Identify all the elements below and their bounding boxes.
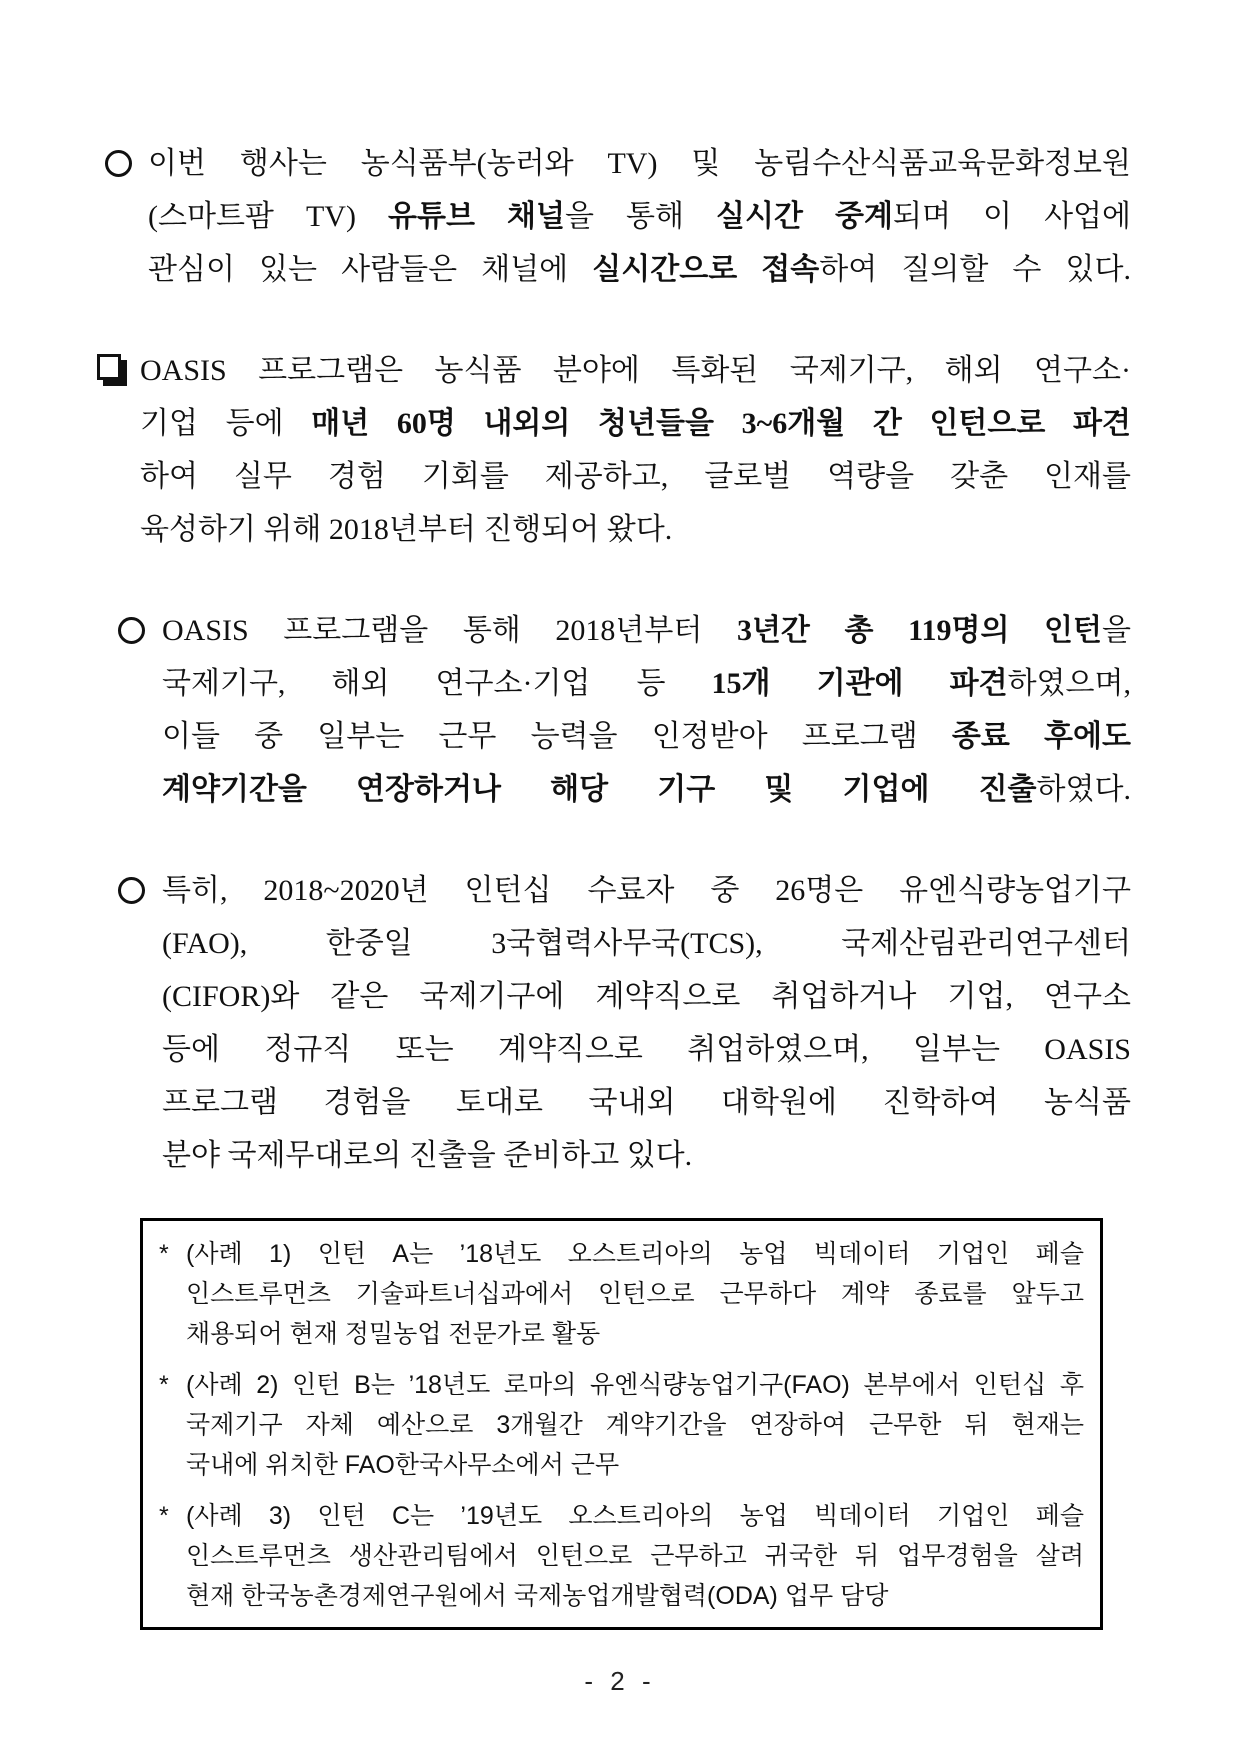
body-paragraphs (0, 137, 1240, 1182)
text: 국제기구, 해외 연구소·기업 등 (162, 667, 712, 700)
text: (CIFOR)와 같은 국제기구에 계약직으로 취업하거나 기업, 연구소 (162, 980, 1131, 1013)
text-line (162, 917, 1131, 970)
text: 하였다. (1036, 773, 1131, 806)
text: 기업 등에 (140, 407, 312, 440)
case-note-item (157, 1365, 1084, 1485)
paragraph (0, 344, 1131, 556)
text-line (162, 657, 1131, 710)
case-note-box (140, 1218, 1103, 1630)
text: 특히, 2018~2020년 인턴십 수료자 중 26명은 유엔식량농업기구 (162, 874, 1131, 907)
text-line (162, 1129, 1131, 1182)
text-line: 현재 한국농촌경제연구원에서 국제농업개발협력(ODA) 업무 담당 (186, 1582, 889, 1610)
circle-bullet-icon (118, 877, 145, 904)
page-number: - 2 - (584, 1666, 656, 1696)
bold-text: 종료 후에도 (951, 720, 1131, 753)
text: 프로그램 경험을 토대로 국내외 대학원에 진학하여 농식품 (162, 1086, 1131, 1119)
paragraph-text (140, 344, 1131, 556)
text-line: 채용되어 현재 정밀농업 전문가로 활동 (186, 1320, 601, 1348)
text: 관심이 있는 사람들은 채널에 (148, 253, 593, 286)
text: (FAO), 한중일 3국협력사무국(TCS), 국제산림관리연구센터 (162, 927, 1131, 960)
paragraph (0, 864, 1131, 1182)
text-line: 인스트루먼츠 기술파트너십과에서 인턴으로 근무하다 계약 종료를 앞두고 (186, 1280, 1084, 1308)
paragraph (0, 137, 1131, 296)
case-note-items (157, 1234, 1084, 1616)
bold-text: 실시간으로 접속 (592, 253, 820, 286)
text-line (162, 1023, 1131, 1076)
paragraph-text (162, 604, 1131, 816)
text-line (162, 710, 1131, 763)
text-line (140, 503, 1131, 556)
text-line (162, 970, 1131, 1023)
case-note-text (186, 1234, 1084, 1354)
text-line (162, 604, 1131, 657)
text: 을 (1102, 614, 1131, 647)
text: 하였으며, (1007, 667, 1131, 700)
text: 되며 이 사업에 (893, 200, 1132, 233)
text-line (162, 763, 1131, 816)
text: (스마트팜 TV) (148, 200, 389, 233)
text-line (148, 137, 1131, 190)
case-note-item (157, 1496, 1084, 1616)
text-line (148, 190, 1131, 243)
text: 이번 행사는 농식품부(농러와 TV) 및 농림수산식품교육문화정보원 (148, 147, 1131, 180)
text: 이들 중 일부는 근무 능력을 인정받아 프로그램 (162, 720, 952, 753)
circle-bullet-icon (105, 150, 132, 177)
text-line: 국내에 위치한 FAO한국사무소에서 근무 (186, 1451, 620, 1479)
text: OASIS 프로그램은 농식품 분야에 특화된 국제기구, 해외 연구소· (140, 354, 1131, 387)
paragraph-text (148, 137, 1131, 296)
case-note-text (186, 1496, 1084, 1616)
text-line: (사례 1) 인턴 A는 ’18년도 오스트리아의 농업 빅데이터 기업인 페슬 (186, 1240, 1084, 1268)
square-bullet-icon (97, 354, 121, 380)
text: 등에 정규직 또는 계약직으로 취업하였으며, 일부는 OASIS (162, 1033, 1131, 1066)
bold-text: 3년간 총 119명의 인턴 (736, 614, 1102, 647)
footnote-asterisk: * (159, 1240, 169, 1268)
text-line (162, 864, 1131, 917)
text: 하여 질의할 수 있다. (819, 253, 1132, 286)
page-footer (0, 1666, 1240, 1697)
bold-text: 실시간 중계 (716, 200, 894, 233)
footnote-asterisk: * (159, 1371, 169, 1399)
bold-text: 계약기간을 연장하거나 해당 기구 및 기업에 진출 (162, 773, 1037, 806)
bold-text: 매년 60명 내외의 청년들을 3~6개월 간 인턴으로 파견 (311, 407, 1131, 440)
text: 하여 실무 경험 기회를 제공하고, 글로벌 역량을 갖춘 인재를 (140, 460, 1131, 493)
text: 육성하기 위해 2018년부터 진행되어 왔다. (140, 513, 673, 546)
paragraph-text (162, 864, 1131, 1182)
case-note-item (157, 1234, 1084, 1354)
bold-text: 유튜브 채널 (388, 200, 565, 233)
circle-bullet-icon (118, 617, 145, 644)
text: 분야 국제무대로의 진출을 준비하고 있다. (162, 1139, 693, 1172)
footnote-asterisk: * (159, 1502, 169, 1530)
text: OASIS 프로그램을 통해 2018년부터 (162, 614, 737, 647)
text-line (162, 1076, 1131, 1129)
text-line (148, 243, 1131, 296)
paragraph (0, 604, 1131, 816)
case-note-text (186, 1365, 1084, 1485)
text-line: (사례 2) 인턴 B는 ’18년도 로마의 유엔식량농업기구(FAO) 본부에서 인턴십 후 (186, 1371, 1084, 1399)
text-line: (사례 3) 인턴 C는 ’19년도 오스트리아의 농업 빅데이터 기업인 페슬 (186, 1502, 1084, 1530)
text-line (140, 450, 1131, 503)
text: 을 통해 (564, 200, 717, 233)
text-line: 인스트루먼츠 생산관리팀에서 인턴으로 근무하고 귀국한 뒤 업무경험을 살려 (186, 1542, 1084, 1570)
bold-text: 15개 기관에 파견 (711, 667, 1008, 700)
text-line (140, 344, 1131, 397)
text-line (140, 397, 1131, 450)
text-line: 국제기구 자체 예산으로 3개월간 계약기간을 연장하여 근무한 뒤 현재는 (186, 1411, 1084, 1439)
